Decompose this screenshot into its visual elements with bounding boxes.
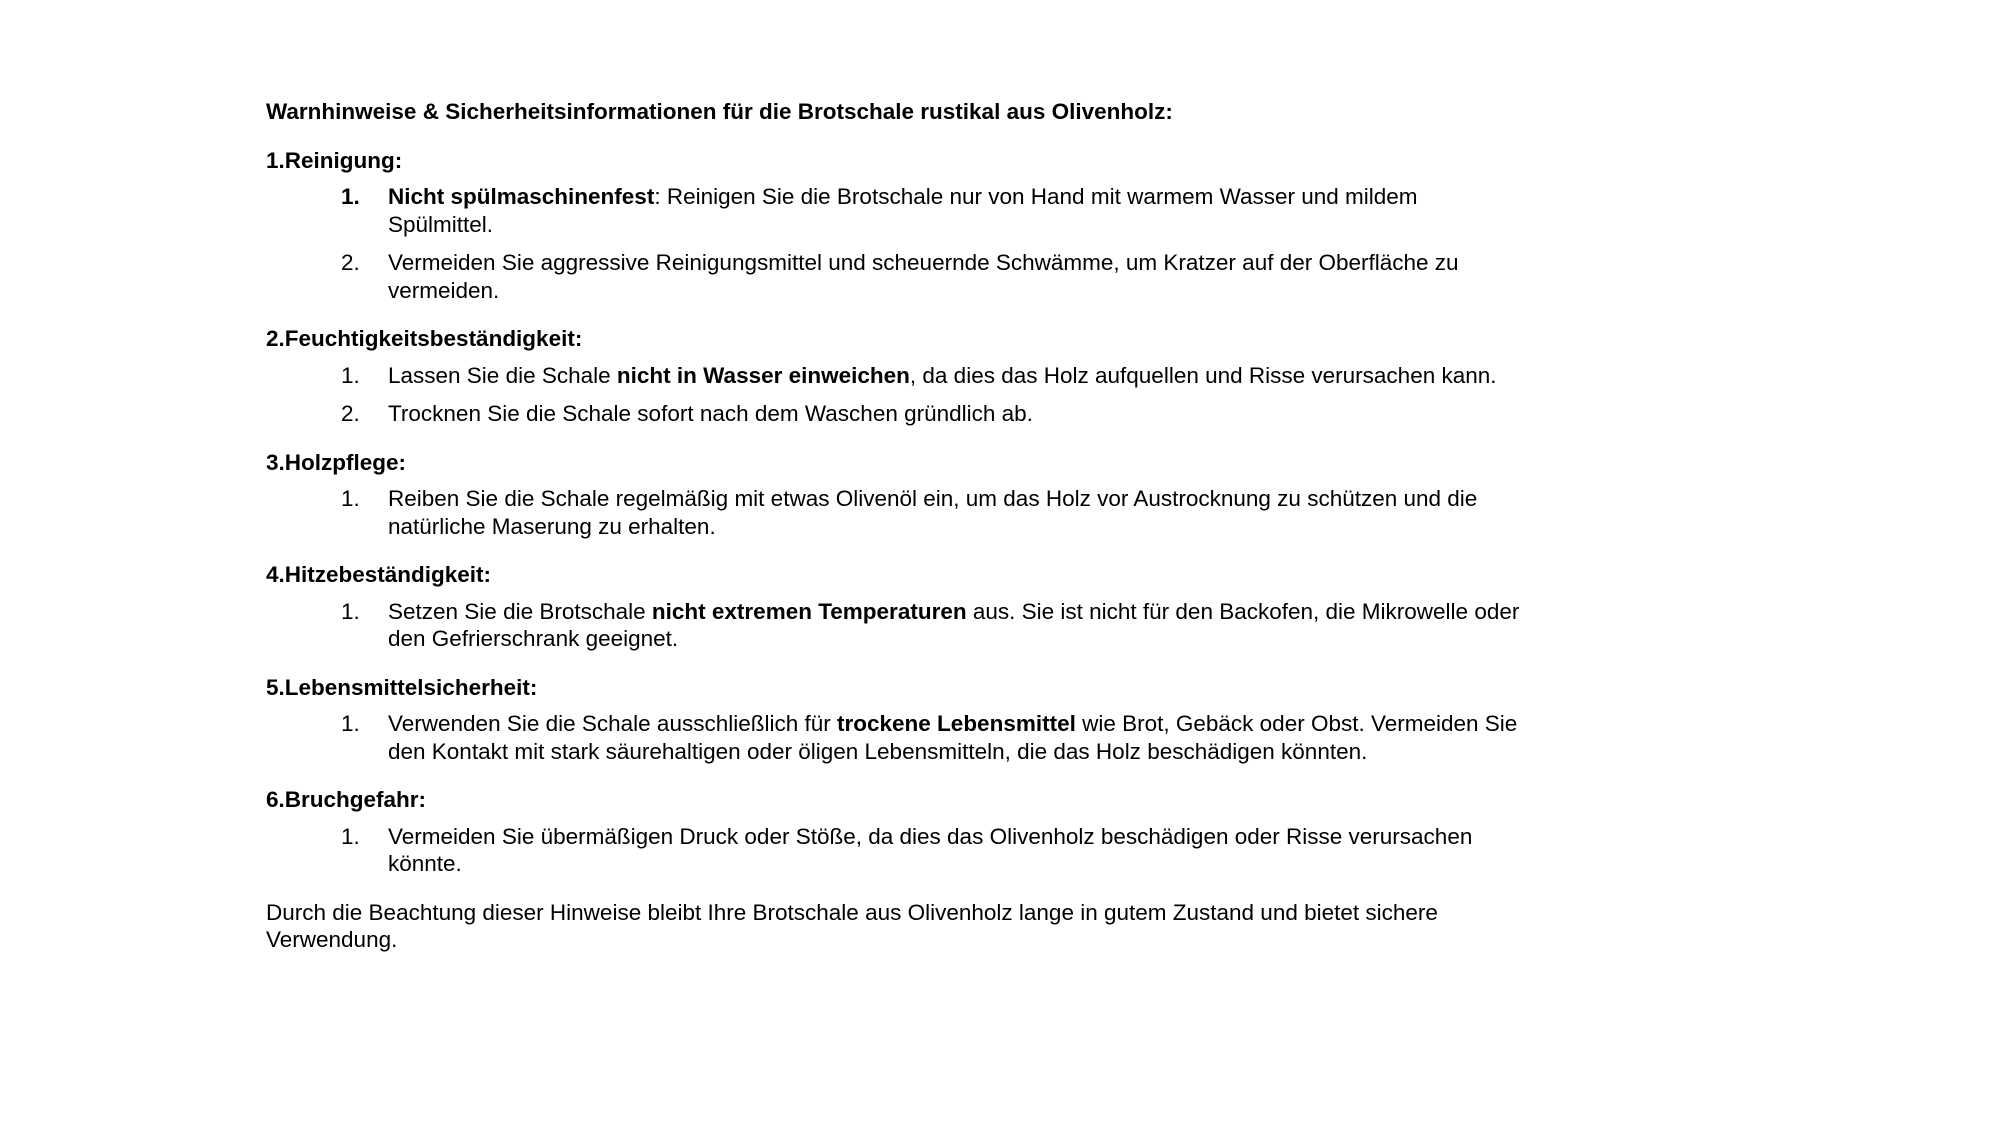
list-item-text (388, 249, 1528, 304)
text-run: Verwenden Sie die Schale ausschließlich für (388, 711, 838, 736)
section-heading: 1.Reinigung: (266, 147, 403, 173)
list-item (266, 598, 1566, 653)
document-body (266, 98, 1566, 954)
list-item-number: 1. (341, 362, 360, 388)
document-title: Warnhinweise & Sicherheitsinformationen für die Brotschale rustikal aus Olivenholz: (266, 99, 1173, 124)
list-item-number: 1. (341, 486, 360, 511)
section (266, 674, 1566, 766)
text-run: , da dies das Holz aufquellen und Risse verursachen kann. (909, 362, 1497, 388)
list-item (266, 183, 1566, 238)
sections-container (266, 147, 1566, 878)
text-run: : Reinigen Sie die Brotschale nur von Hand mit warmem Wasser und mildem Spülmittel. (388, 184, 1418, 237)
list-item-text (388, 400, 1528, 428)
section-heading: 5.Lebensmittelsicherheit: (266, 674, 538, 700)
section-heading: 2.Feuchtigkeitsbeständigkeit: (266, 326, 583, 351)
list-item (266, 485, 1566, 540)
emphasis-text: Nicht spülmaschinenfest (388, 184, 655, 209)
section (266, 147, 1566, 305)
list-item-text (388, 710, 1528, 765)
section (266, 786, 1566, 878)
numbered-list (266, 598, 1566, 653)
numbered-list (266, 485, 1566, 540)
text-run: Setzen Sie die Brotschale (388, 598, 652, 624)
text-run: Trocknen Sie die Schale sofort nach dem Waschen gründlich ab. (388, 401, 1033, 426)
text-run: Vermeiden Sie übermäßigen Druck oder Stöße, da dies das Olivenholz beschädigen oder Risse verursachen könnte. (388, 823, 1473, 876)
emphasis-text: nicht extremen Temperaturen (651, 598, 967, 624)
list-item (266, 710, 1566, 765)
text-run: aus. Sie ist nicht für den Backofen, die Mikrowelle oder den Gefrierschrank geeignet. (388, 598, 1520, 651)
numbered-list (266, 362, 1566, 428)
numbered-list (266, 710, 1566, 765)
closing-paragraph: Durch die Beachtung dieser Hinweise bleibt Ihre Brotschale aus Olivenholz lange in gutem Zustand und bietet sichere Verwendung. (266, 899, 1438, 952)
emphasis-text: trockene Lebensmittel (837, 711, 1076, 736)
list-item-number: 2. (341, 401, 360, 426)
text-run: Vermeiden Sie aggressive Reinigungsmittel und scheuernde Schwämme, um Kratzer auf der Oberfläche zu vermeiden. (388, 250, 1459, 303)
section (266, 561, 1566, 653)
list-item-text (388, 598, 1528, 653)
section-heading: 4.Hitzebeständigkeit: (266, 562, 492, 587)
section-heading: 3.Holzpflege: (266, 449, 407, 475)
list-item-number: 1. (341, 711, 360, 736)
list-item-text (388, 362, 1528, 390)
text-run: wie Brot, Gebäck oder Obst. Vermeiden Sie den Kontakt mit stark säurehaltigen oder öligen Lebensmitteln, die das Holz beschädigen könnten. (388, 711, 1518, 764)
section-heading: 6.Bruchgefahr: (266, 787, 427, 812)
list-item-number: 1. (341, 823, 360, 849)
list-item (266, 362, 1566, 390)
numbered-list (266, 823, 1566, 878)
list-item-text (388, 823, 1528, 878)
list-item-number: 2. (341, 250, 360, 275)
list-item (266, 249, 1566, 304)
list-item (266, 400, 1566, 428)
text-run: Reiben Sie die Schale regelmäßig mit etwas Olivenöl ein, um das Holz vor Austrocknung zu schützen und die natürliche Maserung zu erhalten. (388, 486, 1478, 539)
section (266, 325, 1566, 428)
list-item-text (388, 183, 1528, 238)
list-item-number: 1. (341, 184, 360, 209)
list-item (266, 823, 1566, 878)
emphasis-text: nicht in Wasser einweichen (616, 362, 910, 388)
list-item-text (388, 485, 1528, 540)
numbered-list (266, 183, 1566, 304)
list-item-number: 1. (341, 598, 360, 624)
section (266, 449, 1566, 541)
text-run: Lassen Sie die Schale (388, 362, 617, 388)
